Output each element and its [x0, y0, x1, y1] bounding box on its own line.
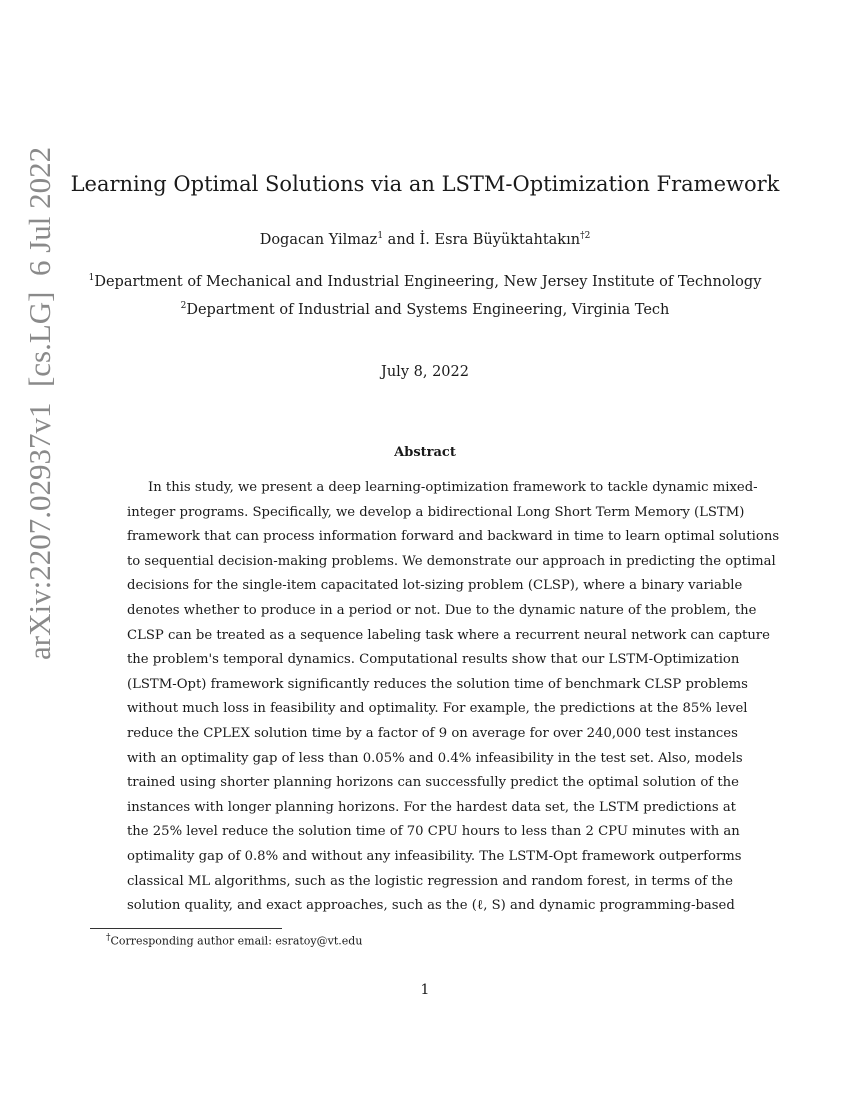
abstract-line: classical ML algorithms, such as the logistic regression and random forest, in terms of the — [127, 873, 733, 889]
authors — [0, 231, 850, 248]
abstract-line: the 25% level reduce the solution time of 70 CPU hours to less than 2 CPU minutes with an — [127, 824, 740, 840]
author-2-sup: †2 — [580, 231, 591, 241]
affiliation-1 — [0, 273, 850, 290]
arxiv-stamp: arXiv:2207.02937v1 [cs.LG] 6 Jul 2022 — [22, 146, 57, 660]
abstract-line: decisions for the single-item capacitated lot-sizing problem (CLSP), where a binary variable — [127, 578, 743, 594]
abstract-line: denotes whether to produce in a period or not. Due to the dynamic nature of the problem, the — [127, 602, 757, 618]
author-1-sup: 1 — [377, 231, 384, 241]
abstract-line: to sequential decision-making problems. We demonstrate our approach in predicting the optimal — [127, 553, 776, 569]
affiliation-sup: 1 — [88, 273, 95, 283]
abstract-line: (LSTM-Opt) framework significantly reduces the solution time of benchmark CLSP problems — [127, 676, 748, 692]
abstract-line: framework that can process information forward and backward in time to learn optimal solutions — [127, 529, 780, 545]
footnote-rule — [90, 928, 282, 929]
abstract-heading: Abstract — [394, 445, 456, 460]
abstract-body — [127, 476, 780, 919]
abstract-line: without much loss in feasibility and optimality. For example, the predictions at the 85% level — [127, 701, 748, 717]
footnote-mark: † — [106, 933, 111, 943]
abstract-line: trained using shorter planning horizons can successfully predict the optimal solution of the — [127, 775, 739, 791]
abstract-line: optimality gap of 0.8% and without any infeasibility. The LSTM-Opt framework outperforms — [127, 848, 742, 864]
abstract-line: In this study, we present a deep learning-optimization framework to tackle dynamic mixed- — [148, 480, 758, 495]
author-1: Dogacan Yilmaz — [259, 231, 378, 248]
page-number: 1 — [420, 982, 430, 998]
affiliation-text: Department of Mechanical and Industrial Engineering, New Jersey Institute of Technology — [94, 273, 762, 290]
abstract-line: solution quality, and exact approaches, such as the (ℓ, S) and dynamic programming-based — [127, 898, 735, 914]
abstract-line: instances with longer planning horizons. For the hardest data set, the LSTM predictions at — [127, 799, 736, 815]
abstract-line: the problem's temporal dynamics. Computational results show that our LSTM-Optimization — [127, 652, 740, 668]
abstract-line: integer programs. Specifically, we develop a bidirectional Long Short Term Memory (LSTM) — [127, 504, 745, 520]
date: July 8, 2022 — [381, 364, 469, 380]
authors-and: and — [383, 231, 420, 248]
abstract-line: with an optimality gap of less than 0.05% and 0.4% infeasibility in the test set. Also, models — [127, 750, 743, 766]
abstract-line: CLSP can be treated as a sequence labeling task where a recurrent neural network can capture — [127, 627, 770, 643]
footnote-text: Corresponding author email: esratoy@vt.edu — [110, 934, 363, 948]
paper-title: Learning Optimal Solutions via an LSTM-Optimization Framework — [70, 172, 780, 196]
affiliation-2 — [0, 301, 850, 318]
abstract-line: reduce the CPLEX solution time by a factor of 9 on average for over 240,000 test instances — [127, 725, 738, 741]
footnote — [106, 933, 362, 948]
author-2: İ. Esra Büyüktahtakın — [419, 231, 581, 248]
affiliation-sup: 2 — [180, 301, 187, 311]
affiliation-text: Department of Industrial and Systems Engineering, Virginia Tech — [186, 301, 670, 318]
